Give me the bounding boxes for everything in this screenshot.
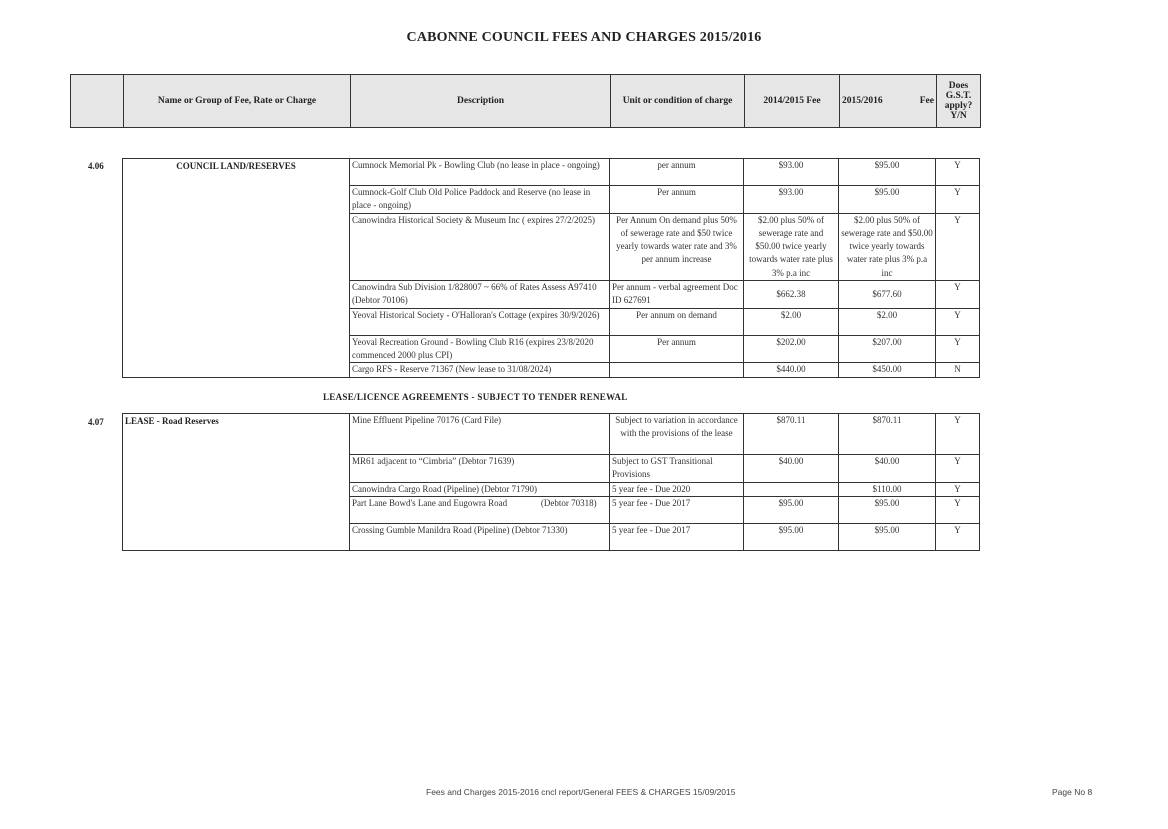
row-fee-2014: $93.00 (744, 186, 839, 214)
header-col-2015-fee-label: Fee (919, 96, 934, 106)
row-unit: per annum (610, 159, 744, 186)
row-unit: Per annum (610, 186, 744, 214)
lease-subheading: LEASE/LICENCE AGREEMENTS - SUBJECT TO TENDER RENEWAL (323, 392, 628, 402)
row-fee-2014: $870.11 (744, 414, 839, 455)
row-gst: Y (936, 335, 980, 363)
row-fee-2014: $440.00 (744, 363, 839, 377)
row-unit (610, 363, 744, 377)
header-col-gst: Does G.S.T. apply? Y/N (937, 75, 981, 128)
row-description: Canowindra Sub Division 1/828007 ~ 66% of Rates Assess A97410 (Debtor 70106) (350, 281, 610, 309)
header-col-code (71, 75, 124, 128)
row-unit: 5 year fee - Due 2020 (610, 482, 744, 496)
footer-doc-reference: Fees and Charges 2015-2016 cncl report/General FEES & CHARGES 15/09/2015 (426, 787, 736, 797)
row-fee-2015: $40.00 (839, 455, 936, 483)
row-fee-2014: $202.00 (744, 335, 839, 363)
row-description: Canowindra Historical Society & Museum Inc ( expires 27/2/2025) (350, 213, 610, 280)
row-fee-2015: $110.00 (839, 482, 936, 496)
section-number-406: 4.06 (88, 161, 104, 171)
row-fee-2014: $662.38 (744, 281, 839, 309)
row-fee-2015: $95.00 (839, 523, 936, 550)
row-fee-2015: $207.00 (839, 335, 936, 363)
row-description: Cumnock-Golf Club Old Police Paddock and Reserve (no lease in place - ongoing) (350, 186, 610, 214)
row-unit: Per Annum On demand plus 50% of sewerage rate and $50 twice yearly towards water rate and 3% per annum increase (610, 213, 744, 280)
row-fee-2015: $2.00 plus 50% of sewerage rate and $50.00 twice yearly towards water rate plus 3% p.a inc (839, 213, 936, 280)
row-fee-2015: $450.00 (839, 363, 936, 377)
table-row (123, 159, 980, 186)
row-description: Part Lane Bowd's Lane and Eugowra Road (Debtor 70318) (350, 496, 610, 523)
row-unit: 5 year fee - Due 2017 (610, 523, 744, 550)
row-fee-2015: $95.00 (839, 159, 936, 186)
row-gst: Y (936, 159, 980, 186)
row-fee-2015: $2.00 (839, 308, 936, 335)
row-description: MR61 adjacent to “Cimbria” (Debtor 71639) (350, 455, 610, 483)
row-unit: Per annum - verbal agreement Doc ID 627691 (610, 281, 744, 309)
column-header-table (70, 74, 981, 128)
header-col-description: Description (351, 75, 611, 128)
header-col-name: Name or Group of Fee, Rate or Charge (124, 75, 351, 128)
row-gst: Y (936, 482, 980, 496)
row-description: Yeoval Historical Society - O'Halloran's Cottage (expires 30/9/2026) (350, 308, 610, 335)
row-gst: Y (936, 455, 980, 483)
row-unit: Subject to GST Transitional Provisions (610, 455, 744, 483)
row-fee-2014: $40.00 (744, 455, 839, 483)
row-fee-2015: $95.00 (839, 496, 936, 523)
header-col-2015-fee (840, 75, 937, 128)
footer-page-number: Page No 8 (1052, 787, 1093, 797)
section-number-407: 4.07 (88, 417, 104, 427)
council-land-table (122, 158, 980, 378)
section-name: LEASE - Road Reserves (123, 414, 350, 551)
table-row (123, 414, 980, 455)
row-description: Canowindra Cargo Road (Pipeline) (Debtor 71790) (350, 482, 610, 496)
row-fee-2014: $93.00 (744, 159, 839, 186)
row-unit: Per annum on demand (610, 308, 744, 335)
row-gst: N (936, 363, 980, 377)
row-gst: Y (936, 308, 980, 335)
header-col-unit: Unit or condition of charge (611, 75, 745, 128)
row-fee-2014: $95.00 (744, 523, 839, 550)
row-fee-2015: $95.00 (839, 186, 936, 214)
page-title: CABONNE COUNCIL FEES AND CHARGES 2015/2016 (406, 30, 762, 45)
row-fee-2014: $95.00 (744, 496, 839, 523)
section-name: COUNCIL LAND/RESERVES (123, 159, 350, 378)
header-col-2014-fee: 2014/2015 Fee (745, 75, 840, 128)
row-unit: Per annum (610, 335, 744, 363)
row-fee-2014: $2.00 plus 50% of sewerage rate and $50.00 twice yearly towards water rate plus 3% p.a inc (744, 213, 839, 280)
row-unit: Subject to variation in accordance with the provisions of the lease (610, 414, 744, 455)
row-description: Mine Effluent Pipeline 70176 (Card File) (350, 414, 610, 455)
row-unit: 5 year fee - Due 2017 (610, 496, 744, 523)
row-gst: Y (936, 523, 980, 550)
road-reserves-table (122, 413, 980, 551)
row-description: Yeoval Recreation Ground - Bowling Club R16 (expires 23/8/2020 commenced 2000 plus CPI) (350, 335, 610, 363)
row-description: Crossing Gumble Manildra Road (Pipeline) (Debtor 71330) (350, 523, 610, 550)
row-gst: Y (936, 281, 980, 309)
row-fee-2014: $2.00 (744, 308, 839, 335)
row-description: Cargo RFS - Reserve 71367 (New lease to 31/08/2024) (350, 363, 610, 377)
row-gst: Y (936, 414, 980, 455)
row-fee-2014 (744, 482, 839, 496)
row-fee-2015: $677.60 (839, 281, 936, 309)
row-gst: Y (936, 496, 980, 523)
row-description: Cumnock Memorial Pk - Bowling Club (no lease in place - ongoing) (350, 159, 610, 186)
row-gst: Y (936, 186, 980, 214)
row-gst: Y (936, 213, 980, 280)
row-fee-2015: $870.11 (839, 414, 936, 455)
header-col-2015-label: 2015/2016 (842, 96, 883, 106)
